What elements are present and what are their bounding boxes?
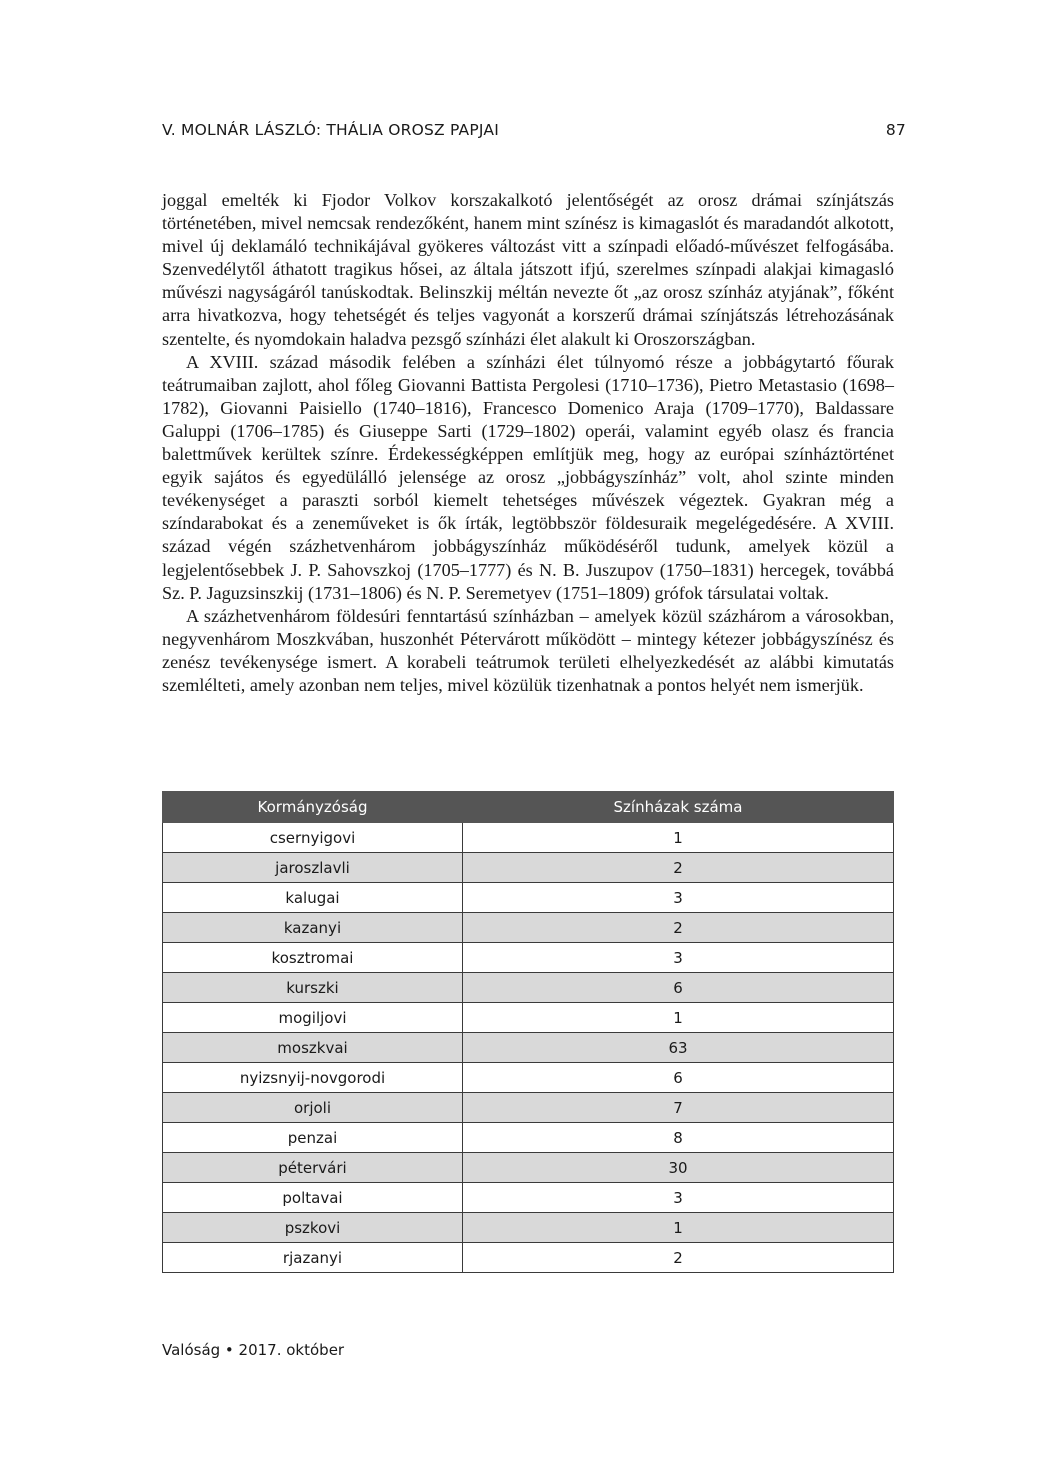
governorate-cell: moszkvai [163,1033,463,1063]
count-cell: 6 [463,973,894,1003]
governorate-cell: mogiljovi [163,1003,463,1033]
count-cell: 30 [463,1153,894,1183]
governorate-cell: kosztromai [163,943,463,973]
table-row [163,1033,894,1063]
page-footer: Valóság • 2017. október [162,1341,345,1359]
table-row [163,823,894,853]
table-row [163,1063,894,1093]
table-row [163,1093,894,1123]
table-row [163,853,894,883]
table-header-row [163,792,894,823]
governorate-cell: penzai [163,1123,463,1153]
paragraph: A XVIII. század második felében a színházi élet túlnyomó része a jobbágytartó főurak teátrumaiban zajlott, ahol főleg Giovanni Battista Pergolesi (1710–1736), Pietro Metastasio (1698–1782), Giovanni Paisiello (1740–1816), Francesco Domenico Araja (1709–1770), Baldassare Galuppi (1706–1785) és Giuseppe Sarti (1729–1802) operái, valamint egyéb olasz és francia balettművek kerültek színre. Érdekességképpen említjük meg, hogy az európai színháztörténet egyik sajátos és egyedülálló jelensége az orosz „jobbágyszínház” volt, ahol szinte minden tevékenységet a paraszti sorból kiemelt tehetséges művészek végeztek. Gyakran még a színdarabokat és a zeneműveket is ők írták, legtöbbször földesuraik megelégedésére. A XVIII. század végén százhetvenhárom jobbágyszínház működéséről tudunk, amelyek közül a legjelentősebbek J. P. Sahovszkoj (1705–1777) és N. B. Juszupov (1750–1831) hercegek, továbbá Sz. P. Jaguzsinszkij (1731–1806) és N. P. Seremetyev (1751–1809) grófok társulatai voltak. [162,351,894,603]
table-row [163,973,894,1003]
count-cell: 6 [463,1063,894,1093]
table-row [163,943,894,973]
paragraph: joggal emelték ki Fjodor Volkov korszakalkotó jelentőségét az orosz drámai színjátszás történetében, mivel nemcsak rendezőként, hanem mint színész is kimagaslót és maradandót alkotott, mivel új deklamáló technikájával gyökeres változást vitt a színpadi előadó-művészet felfogásába. Szenvedélytől áthatott tragikus hősei, az általa játszott ifjú, szerelmes színpadi alakjai kimagasló művészi nagyságáról tanúskodtak. Belinszkij méltán nevezte őt „az orosz színház atyjának”, főként arra hivatkozva, hogy tehetségét és teljes vagyonát a korszerű drámai színjátszás létrehozásának szentelte, és nyomdokain haladva pezsgő színházi élet alakult ki Oroszországban. [162,190,894,349]
governorate-cell: kurszki [163,973,463,1003]
governorate-cell: jaroszlavli [163,853,463,883]
count-cell: 8 [463,1123,894,1153]
table-row [163,913,894,943]
count-cell: 2 [463,853,894,883]
governorate-cell: poltavai [163,1183,463,1213]
running-title: V. MOLNÁR LÁSZLÓ: THÁLIA OROSZ PAPJAI [162,121,499,139]
table-row [163,1183,894,1213]
article-body [162,189,894,697]
column-header-theatre-count: Színházak száma [463,792,894,823]
count-cell: 63 [463,1033,894,1063]
table-row [163,1003,894,1033]
paragraph: A százhetvenhárom földesúri fenntartású színházban – amelyek közül százhárom a városokban, negyvenhárom Moszkvában, huszonhét Pétervárott működött – mintegy kétezer jobbágyszínész és zenész tevékenysége ismert. A korabeli teátrumok területi elhelyezkedését az alábbi kimutatás szemlélteti, amely azonban nem teljes, mivel közülük tizenhatnak a pontos helyét nem ismerjük. [162,605,894,695]
governorate-cell: pétervári [163,1153,463,1183]
page-number: 87 [885,121,906,139]
column-header-governorate: Kormányzóság [163,792,463,823]
count-cell: 2 [463,1243,894,1273]
governorate-cell: kalugai [163,883,463,913]
governorate-cell: csernyigovi [163,823,463,853]
count-cell: 1 [463,823,894,853]
count-cell: 3 [463,943,894,973]
count-cell: 3 [463,1183,894,1213]
count-cell: 1 [463,1213,894,1243]
count-cell: 2 [463,913,894,943]
count-cell: 7 [463,1093,894,1123]
governorate-cell: kazanyi [163,913,463,943]
count-cell: 1 [463,1003,894,1033]
theatre-count-table [162,791,894,1273]
table-row [163,883,894,913]
table-row [163,1243,894,1273]
governorate-cell: nyizsnyij-novgorodi [163,1063,463,1093]
table-row [163,1153,894,1183]
count-cell: 3 [463,883,894,913]
governorate-cell: rjazanyi [163,1243,463,1273]
table-row [163,1213,894,1243]
table-row [163,1123,894,1153]
governorate-cell: orjoli [163,1093,463,1123]
governorate-cell: pszkovi [163,1213,463,1243]
running-header [162,121,906,139]
